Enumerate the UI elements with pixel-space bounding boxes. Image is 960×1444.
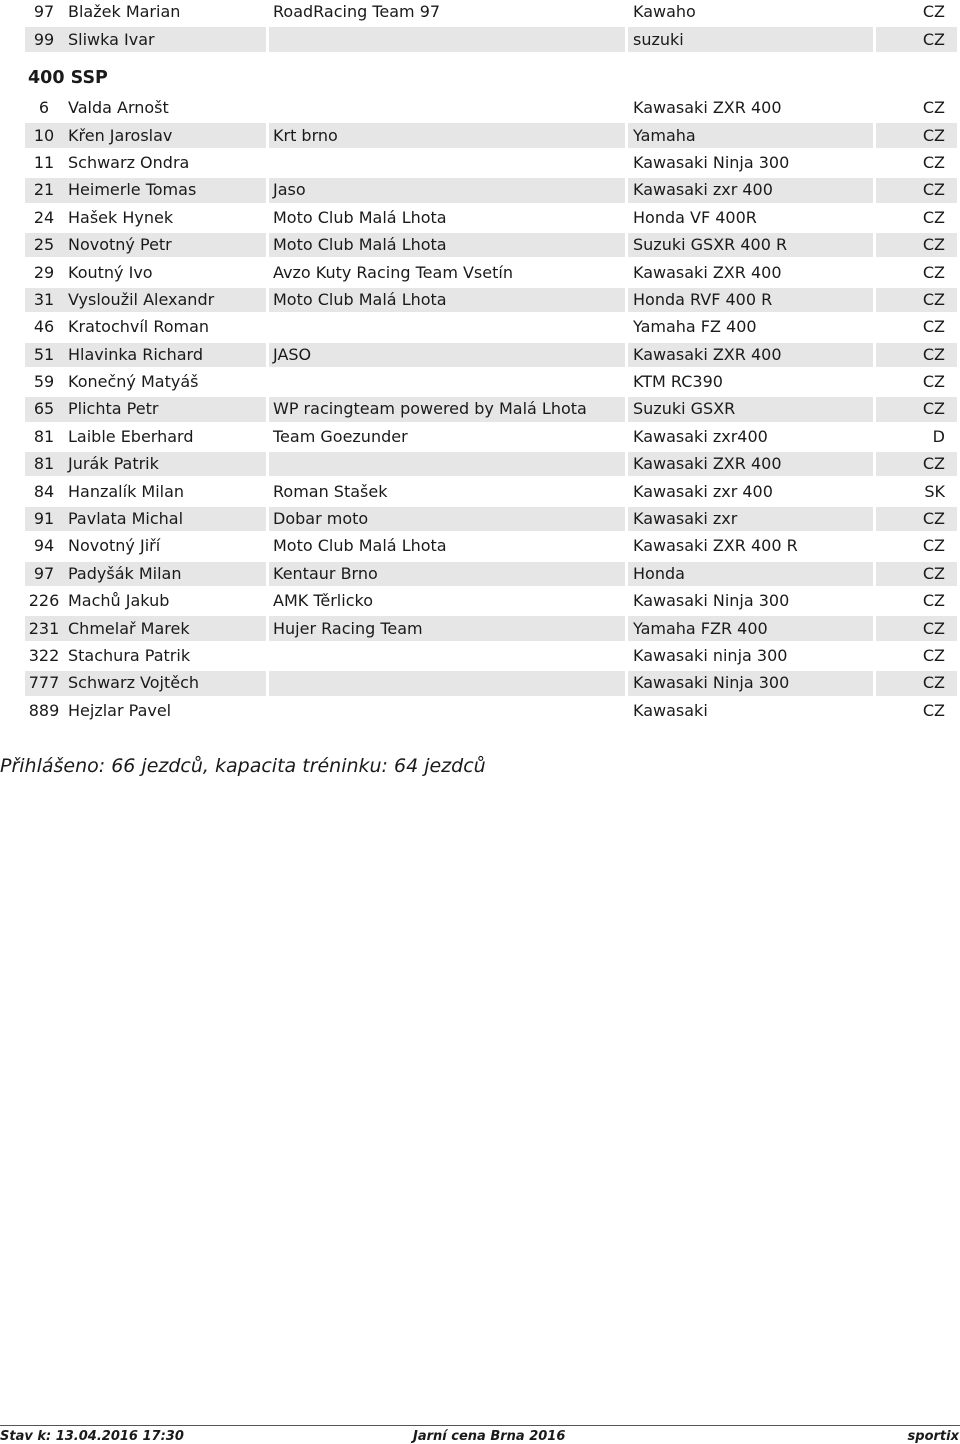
rider-nationality: D (932, 426, 945, 446)
rider-motorcycle: Yamaha (628, 123, 876, 147)
rider-number: 81 (25, 452, 63, 476)
rider-number: 29 (33, 262, 55, 282)
rider-nationality: CZ (876, 616, 957, 640)
table-row (25, 370, 957, 394)
rider-nationality: CZ (922, 317, 945, 337)
rider-number: 21 (25, 178, 63, 202)
table-row (25, 233, 957, 257)
rider-number: 889 (28, 700, 60, 720)
rider-motorcycle: Kawasaki ninja 300 (628, 644, 876, 668)
rider-nationality: CZ (876, 507, 957, 531)
rider-nationality: CZ (876, 27, 957, 51)
rider-name: Konečný Matyáš (63, 370, 269, 394)
rider-nationality: CZ (876, 671, 957, 695)
rider-nationality: SK (924, 481, 945, 501)
table-row (25, 27, 957, 51)
footer-divider (0, 1425, 960, 1426)
rider-nationality: CZ (876, 562, 957, 586)
rider-name: Sliwka Ivar (63, 27, 269, 51)
rider-motorcycle: Kawasaki ZXR 400 (628, 343, 876, 367)
table-row (25, 699, 957, 723)
rider-team: Team Goezunder (269, 425, 628, 449)
rider-team (269, 151, 628, 175)
rider-motorcycle: Kawasaki zxr 400 (628, 178, 876, 202)
rider-motorcycle: Suzuki GSXR (628, 397, 876, 421)
rider-team: AMK Těrlicko (269, 589, 628, 613)
rider-team: Kentaur Brno (269, 562, 628, 586)
rider-number: 97 (33, 2, 55, 22)
rider-number: 59 (33, 372, 55, 392)
table-row (25, 123, 957, 147)
rider-number: 322 (28, 646, 60, 665)
rider-number: 99 (25, 27, 63, 51)
rider-nationality: CZ (922, 536, 945, 556)
rider-nationality: CZ (876, 178, 957, 202)
rider-number: 24 (33, 207, 55, 227)
rider-number: 91 (25, 507, 63, 531)
rider-table-previous-category (25, 0, 957, 55)
rider-team: Jaso (269, 178, 628, 202)
rider-motorcycle: Kawasaki ZXR 400 (628, 452, 876, 476)
rider-motorcycle: Honda RVF 400 R (628, 288, 876, 312)
rider-team: Roman Stašek (269, 479, 628, 503)
rider-name: Valda Arnošt (63, 96, 269, 120)
table-row (25, 0, 957, 24)
rider-team (269, 644, 628, 668)
rider-name: Koutný Ivo (63, 260, 269, 284)
rider-team: Avzo Kuty Racing Team Vsetín (269, 260, 628, 284)
table-row (25, 589, 957, 613)
rider-name: Pavlata Michal (63, 507, 269, 531)
rider-motorcycle: Yamaha FZ 400 (628, 315, 876, 339)
footer-brand: sportix (907, 1429, 959, 1444)
rider-nationality: CZ (922, 207, 945, 227)
table-row (25, 96, 957, 120)
rider-motorcycle: Kawasaki ZXR 400 (628, 96, 876, 120)
rider-nationality: CZ (922, 591, 945, 611)
rider-team: Moto Club Malá Lhota (269, 534, 628, 558)
rider-motorcycle: Kawasaki ZXR 400 R (628, 534, 876, 558)
rider-motorcycle: Kawasaki Ninja 300 (628, 589, 876, 613)
rider-nationality: CZ (922, 2, 945, 22)
rider-team (269, 27, 628, 51)
table-row (25, 397, 957, 421)
rider-team: JASO (269, 343, 628, 367)
rider-number: 10 (25, 123, 63, 147)
rider-nationality: CZ (876, 233, 957, 257)
rider-name: Machů Jakub (63, 589, 269, 613)
rider-motorcycle: Honda (628, 562, 876, 586)
rider-name: Blažek Marian (63, 0, 269, 24)
rider-number: 31 (25, 288, 63, 312)
rider-name: Novotný Jiří (63, 534, 269, 558)
rider-number: 65 (25, 397, 63, 421)
rider-nationality: CZ (922, 98, 945, 118)
rider-motorcycle: Kawasaki Ninja 300 (628, 671, 876, 695)
rider-motorcycle: Kawasaki (628, 699, 876, 723)
rider-number: 226 (28, 591, 60, 611)
rider-motorcycle: Kawasaki zxr (628, 507, 876, 531)
rider-number: 97 (25, 562, 63, 586)
table-row (25, 507, 957, 531)
table-row (25, 288, 957, 312)
rider-team (269, 671, 628, 695)
rider-nationality: CZ (876, 343, 957, 367)
rider-name: Novotný Petr (63, 233, 269, 257)
rider-number: 94 (33, 536, 55, 556)
rider-name: Kratochvíl Roman (63, 315, 269, 339)
rider-nationality: CZ (922, 152, 945, 172)
rider-nationality: CZ (922, 646, 945, 665)
table-row (25, 260, 957, 284)
rider-name: Heimerle Tomas (63, 178, 269, 202)
footer-event-name: Jarní cena Brna 2016 (413, 1429, 566, 1444)
rider-table-400-ssp (25, 93, 957, 726)
rider-number: 81 (33, 426, 55, 446)
rider-name: Laible Eberhard (63, 425, 269, 449)
rider-name: Chmelař Marek (63, 616, 269, 640)
rider-name: Plichta Petr (63, 397, 269, 421)
table-row (25, 206, 957, 230)
rider-number: 11 (33, 152, 55, 172)
rider-team: Krt brno (269, 123, 628, 147)
rider-number: 777 (25, 671, 63, 695)
rider-name: Schwarz Vojtěch (63, 671, 269, 695)
table-row (25, 425, 957, 449)
rider-motorcycle: Suzuki GSXR 400 R (628, 233, 876, 257)
rider-motorcycle: Kawasaki zxr 400 (628, 479, 876, 503)
rider-name: Padyšák Milan (63, 562, 269, 586)
rider-nationality: CZ (876, 288, 957, 312)
rider-name: Křen Jaroslav (63, 123, 269, 147)
rider-team: Dobar moto (269, 507, 628, 531)
rider-name: Hlavinka Richard (63, 343, 269, 367)
table-row (25, 616, 957, 640)
rider-number: 84 (33, 481, 55, 501)
rider-number: 51 (25, 343, 63, 367)
rider-team: RoadRacing Team 97 (269, 0, 628, 24)
rider-motorcycle: Yamaha FZR 400 (628, 616, 876, 640)
rider-nationality: CZ (876, 397, 957, 421)
rider-nationality: CZ (922, 262, 945, 282)
registration-summary: Přihlášeno: 66 jezdců, kapacita tréninku: 64 jezdců (0, 755, 486, 777)
table-row (25, 151, 957, 175)
table-row (25, 452, 957, 476)
rider-team (269, 96, 628, 120)
rider-team: Moto Club Malá Lhota (269, 288, 628, 312)
rider-team: Moto Club Malá Lhota (269, 233, 628, 257)
category-title: 400 SSP (28, 68, 108, 88)
rider-motorcycle: Honda VF 400R (628, 206, 876, 230)
table-row (25, 562, 957, 586)
rider-team: WP racingteam powered by Malá Lhota (269, 397, 628, 421)
rider-number: 231 (25, 616, 63, 640)
rider-team: Moto Club Malá Lhota (269, 206, 628, 230)
table-row (25, 178, 957, 202)
table-row (25, 644, 957, 668)
rider-motorcycle: Kawasaki zxr400 (628, 425, 876, 449)
rider-team (269, 370, 628, 394)
rider-name: Hanzalík Milan (63, 479, 269, 503)
rider-motorcycle: Kawasaki ZXR 400 (628, 260, 876, 284)
rider-name: Stachura Patrik (63, 644, 269, 668)
rider-nationality: CZ (876, 123, 957, 147)
rider-name: Schwarz Ondra (63, 151, 269, 175)
rider-nationality: CZ (922, 700, 945, 720)
rider-motorcycle: KTM RC390 (628, 370, 876, 394)
table-row (25, 671, 957, 695)
rider-name: Hašek Hynek (63, 206, 269, 230)
rider-team (269, 452, 628, 476)
rider-team: Hujer Racing Team (269, 616, 628, 640)
rider-team (269, 699, 628, 723)
footer-status-date: Stav k: 13.04.2016 17:30 (0, 1429, 184, 1444)
rider-motorcycle: Kawasaki Ninja 300 (628, 151, 876, 175)
rider-name: Jurák Patrik (63, 452, 269, 476)
rider-nationality: CZ (876, 452, 957, 476)
table-row (25, 315, 957, 339)
table-row (25, 343, 957, 367)
rider-motorcycle: suzuki (628, 27, 876, 51)
rider-name: Vysloužil Alexandr (63, 288, 269, 312)
table-row (25, 479, 957, 503)
rider-nationality: CZ (922, 372, 945, 392)
rider-number: 25 (25, 233, 63, 257)
rider-team (269, 315, 628, 339)
table-row (25, 534, 957, 558)
rider-name: Hejzlar Pavel (63, 699, 269, 723)
rider-number: 46 (33, 317, 55, 337)
rider-motorcycle: Kawaho (628, 0, 876, 24)
rider-number: 6 (38, 98, 50, 118)
